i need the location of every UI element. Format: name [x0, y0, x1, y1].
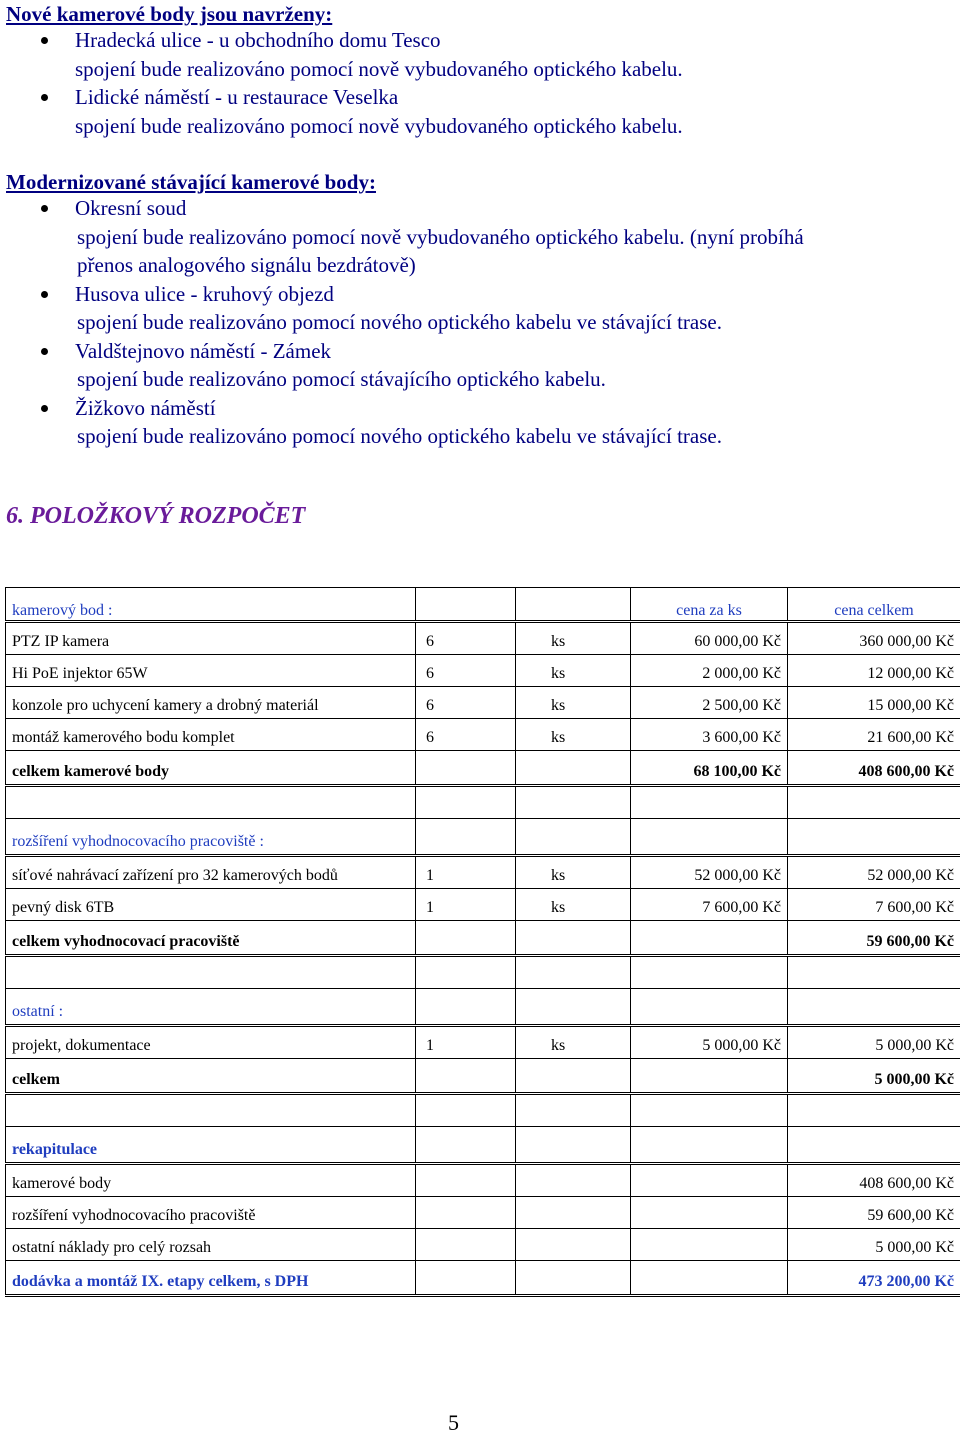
section-name: POLOŽKOVÝ ROZPOČET — [30, 503, 305, 529]
list-item-desc — [0, 251, 960, 280]
empty-cell — [516, 751, 631, 786]
table-row — [6, 1229, 960, 1261]
table-row — [6, 655, 960, 687]
bullet-icon — [41, 291, 48, 298]
item-unit: ks — [516, 622, 631, 655]
item-price: 2 000,00 Kč — [631, 655, 788, 687]
new-cameras-heading: Nové kamerové body jsou navrženy: — [6, 2, 332, 26]
total-sum: 408 600,00 Kč — [788, 751, 960, 786]
item-unit: ks — [516, 856, 631, 889]
item-qty: 1 — [416, 1026, 516, 1059]
item-name: konzole pro uchycení kamery a drobný materiál — [6, 687, 416, 719]
table-row — [6, 889, 960, 921]
item-name: Hi PoE injektor 65W — [6, 655, 416, 687]
list-item-desc — [0, 365, 960, 394]
camera-point-desc: spojení bude realizováno pomocí nově vybudovaného optického kabelu. — [75, 55, 683, 83]
spacer-row — [6, 786, 960, 819]
total-label: celkem vyhodnocovací pracoviště — [6, 921, 416, 956]
item-name: montáž kamerového bodu komplet — [6, 719, 416, 751]
item-name: síťové nahrávací zařízení pro 32 kamerových bodů — [6, 856, 416, 889]
bullet-icon — [41, 205, 48, 212]
new-cameras-list — [0, 26, 960, 140]
item-total: 360 000,00 Kč — [788, 622, 960, 655]
item-total: 5 000,00 Kč — [788, 1026, 960, 1059]
camera-point-desc: spojení bude realizováno pomocí nově vybudovaného optického kabelu. (nyní probíhá — [77, 223, 804, 251]
camera-point-title: Hradecká ulice - u obchodního domu Tesco — [75, 26, 441, 54]
bullet-icon — [41, 348, 48, 355]
grand-total-row — [6, 1261, 960, 1296]
other-header-row — [6, 989, 960, 1026]
camera-total-row — [6, 751, 960, 786]
item-total: 52 000,00 Kč — [788, 856, 960, 889]
item-qty: 6 — [416, 687, 516, 719]
recap-item-total: 5 000,00 Kč — [788, 1229, 960, 1261]
camera-point-title: Lidické náměstí - u restaurace Veselka — [75, 83, 398, 111]
total-sum: 59 600,00 Kč — [788, 921, 960, 956]
item-qty: 1 — [416, 856, 516, 889]
table-row — [6, 1197, 960, 1229]
workstation-header-row — [6, 819, 960, 856]
other-label: ostatní : — [6, 989, 416, 1026]
item-price: 52 000,00 Kč — [631, 856, 788, 889]
item-name: PTZ IP kamera — [6, 622, 416, 655]
item-qty: 6 — [416, 655, 516, 687]
recap-item-total: 408 600,00 Kč — [788, 1164, 960, 1197]
empty-cell — [516, 588, 631, 622]
camera-point-desc: spojení bude realizováno pomocí nově vybudovaného optického kabelu. — [75, 112, 683, 140]
item-qty: 6 — [416, 622, 516, 655]
grand-total-sum: 473 200,00 Kč — [788, 1261, 960, 1296]
list-item — [0, 394, 960, 423]
item-total: 7 600,00 Kč — [788, 889, 960, 921]
item-total: 12 000,00 Kč — [788, 655, 960, 687]
empty-cell — [416, 751, 516, 786]
table-row — [6, 687, 960, 719]
recap-header-row — [6, 1127, 960, 1164]
workstation-total-row — [6, 921, 960, 956]
list-item — [0, 194, 960, 223]
recap-item-name: kamerové body — [6, 1164, 416, 1197]
workstation-label: rozšíření vyhodnocovacího pracoviště : — [6, 819, 416, 856]
camera-point-title: Husova ulice - kruhový objezd — [75, 280, 334, 308]
spacer-row — [6, 1094, 960, 1127]
item-price: 7 600,00 Kč — [631, 889, 788, 921]
list-item-desc — [0, 308, 960, 337]
other-total-row — [6, 1059, 960, 1094]
section-title — [6, 503, 305, 530]
bullet-icon — [41, 37, 48, 44]
list-item — [0, 26, 960, 55]
modernized-heading: Modernizované stávající kamerové body: — [6, 170, 376, 194]
page-number: 5 — [448, 1410, 459, 1436]
item-unit: ks — [516, 719, 631, 751]
recap-item-name: rozšíření vyhodnocovacího pracoviště — [6, 1197, 416, 1229]
item-total: 21 600,00 Kč — [788, 719, 960, 751]
camera-point-title: Žižkovo náměstí — [75, 394, 216, 422]
total-sum: 5 000,00 Kč — [788, 1059, 960, 1094]
total-label: celkem kamerové body — [6, 751, 416, 786]
camera-point-desc: spojení bude realizováno pomocí nového optického kabelu ve stávající trase. — [77, 308, 722, 336]
list-item-desc — [0, 223, 960, 252]
list-item — [0, 83, 960, 112]
recap-item-total: 59 600,00 Kč — [788, 1197, 960, 1229]
budget-table — [5, 587, 960, 1297]
section-number: 6. — [6, 503, 24, 529]
item-unit: ks — [516, 655, 631, 687]
item-price: 60 000,00 Kč — [631, 622, 788, 655]
price-total-header: cena celkem — [788, 588, 960, 622]
price-unit-header: cena za ks — [631, 588, 788, 622]
item-name: pevný disk 6TB — [6, 889, 416, 921]
total-label: celkem — [6, 1059, 416, 1094]
camera-point-desc: spojení bude realizováno pomocí stávajícího optického kabelu. — [77, 365, 606, 393]
table-row — [6, 1164, 960, 1197]
item-name: projekt, dokumentace — [6, 1026, 416, 1059]
table-row — [6, 622, 960, 655]
table-header-row — [6, 588, 960, 622]
list-item — [0, 280, 960, 309]
item-qty: 1 — [416, 889, 516, 921]
bullet-icon — [41, 405, 48, 412]
camera-point-desc: spojení bude realizováno pomocí nového optického kabelu ve stávající trase. — [77, 422, 722, 450]
item-unit: ks — [516, 1026, 631, 1059]
recap-label: rekapitulace — [6, 1127, 416, 1164]
bullet-icon — [41, 94, 48, 101]
modernized-list — [0, 194, 960, 451]
total-price: 68 100,00 Kč — [631, 751, 788, 786]
spacer-row — [6, 956, 960, 989]
item-price: 3 600,00 Kč — [631, 719, 788, 751]
camera-point-title: Valdštejnovo náměstí - Zámek — [75, 337, 331, 365]
table-row — [6, 1026, 960, 1059]
list-item-desc — [0, 422, 960, 451]
table-row — [6, 719, 960, 751]
list-item — [0, 337, 960, 366]
item-unit: ks — [516, 687, 631, 719]
item-total: 15 000,00 Kč — [788, 687, 960, 719]
grand-total-label: dodávka a montáž IX. etapy celkem, s DPH — [6, 1261, 416, 1296]
item-qty: 6 — [416, 719, 516, 751]
table-row — [6, 856, 960, 889]
camera-section-label: kamerový bod : — [6, 588, 416, 622]
empty-cell — [416, 588, 516, 622]
recap-item-name: ostatní náklady pro celý rozsah — [6, 1229, 416, 1261]
camera-point-title: Okresní soud — [75, 194, 186, 222]
camera-point-desc: přenos analogového signálu bezdrátově) — [77, 251, 416, 279]
list-item-desc — [0, 55, 960, 84]
item-price: 5 000,00 Kč — [631, 1026, 788, 1059]
item-unit: ks — [516, 889, 631, 921]
item-price: 2 500,00 Kč — [631, 687, 788, 719]
list-item-desc — [0, 112, 960, 141]
